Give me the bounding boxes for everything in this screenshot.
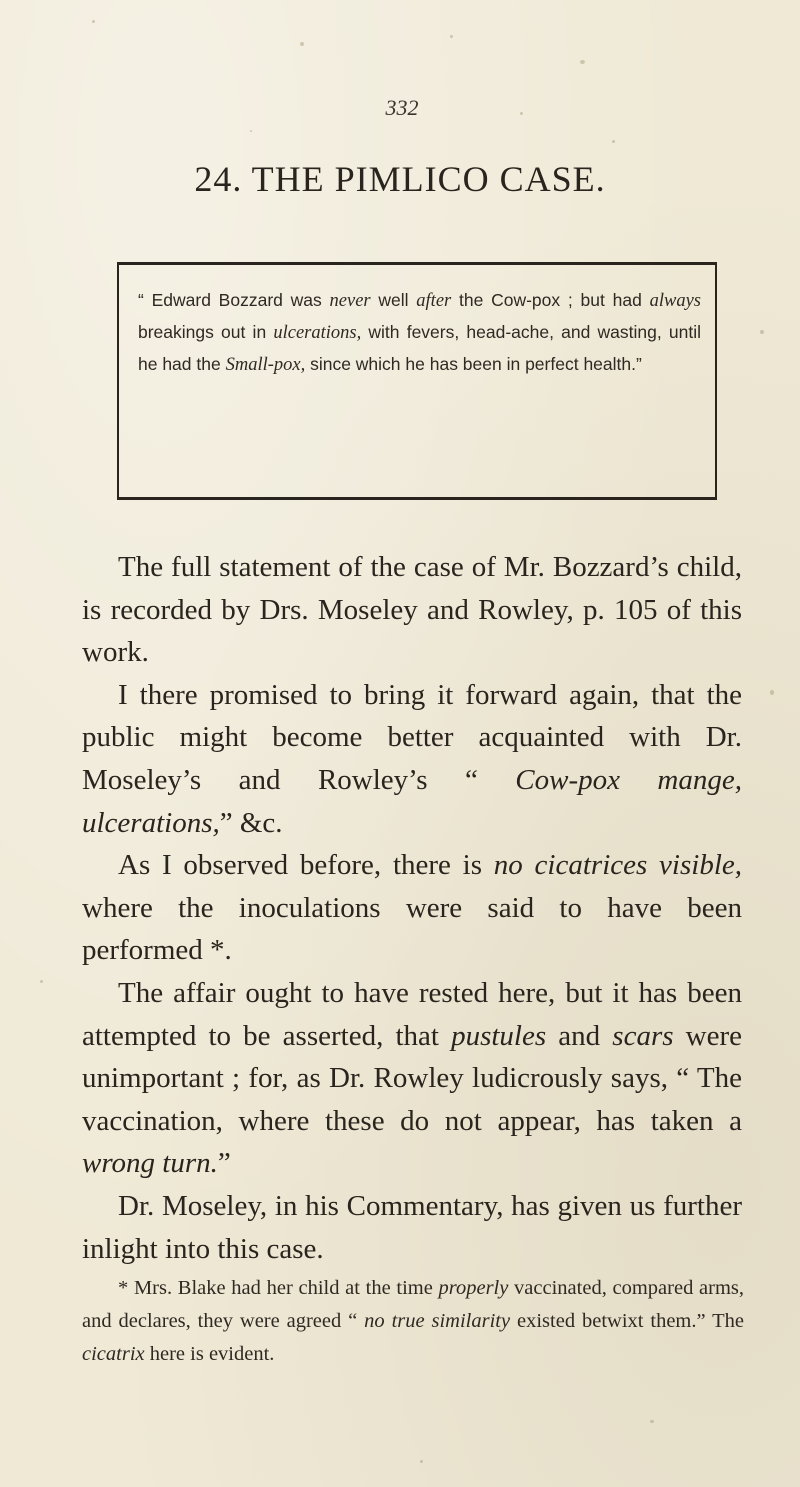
quotation-text: “ Edward Bozzard was never well after the Cow-pox ; but had always breakings out in ulcerations, with fevers, head-ache, and wasting, until he had the Small-pox, since which he has been in perfect health.” xyxy=(138,290,701,375)
paragraph-4: The affair ought to have rested here, but it has been attempted to be asserted, that pustules and scars were unimportant ; for, as Dr. Rowley ludicrously says, “ The vaccination, where these do not appear, has taken a wrong turn.” xyxy=(82,976,742,1180)
paragraph-3: As I observed before, there is no cicatrices visible, where the inoculations were said to have been performed *. xyxy=(82,849,742,967)
footnote: * Mrs. Blake had her child at the time properly vaccinated, compared arms, and declares, they were agreed “ no true similarity existed betwixt them.” The cicatrix here is evident. xyxy=(82,1277,745,1365)
page-number: 332 xyxy=(385,95,419,120)
paragraph-2: I there promised to bring it forward again, that the public might become better acquainted with Dr. Moseley’s and Rowley’s “ Cow-pox mange, ulcerations,” &c. xyxy=(82,678,743,839)
paragraph-5: Dr. Moseley, in his Commentary, has given us further inlight into this case. xyxy=(82,1189,742,1265)
body-text xyxy=(82,546,742,1270)
paragraph-1: The full statement of the case of Mr. Bozzard’s child, is recorded by Drs. Moseley and Rowley, p. 105 of this work. xyxy=(82,551,742,669)
quotation-box xyxy=(117,262,717,500)
case-title: 24. THE PIMLICO CASE. xyxy=(194,159,606,199)
